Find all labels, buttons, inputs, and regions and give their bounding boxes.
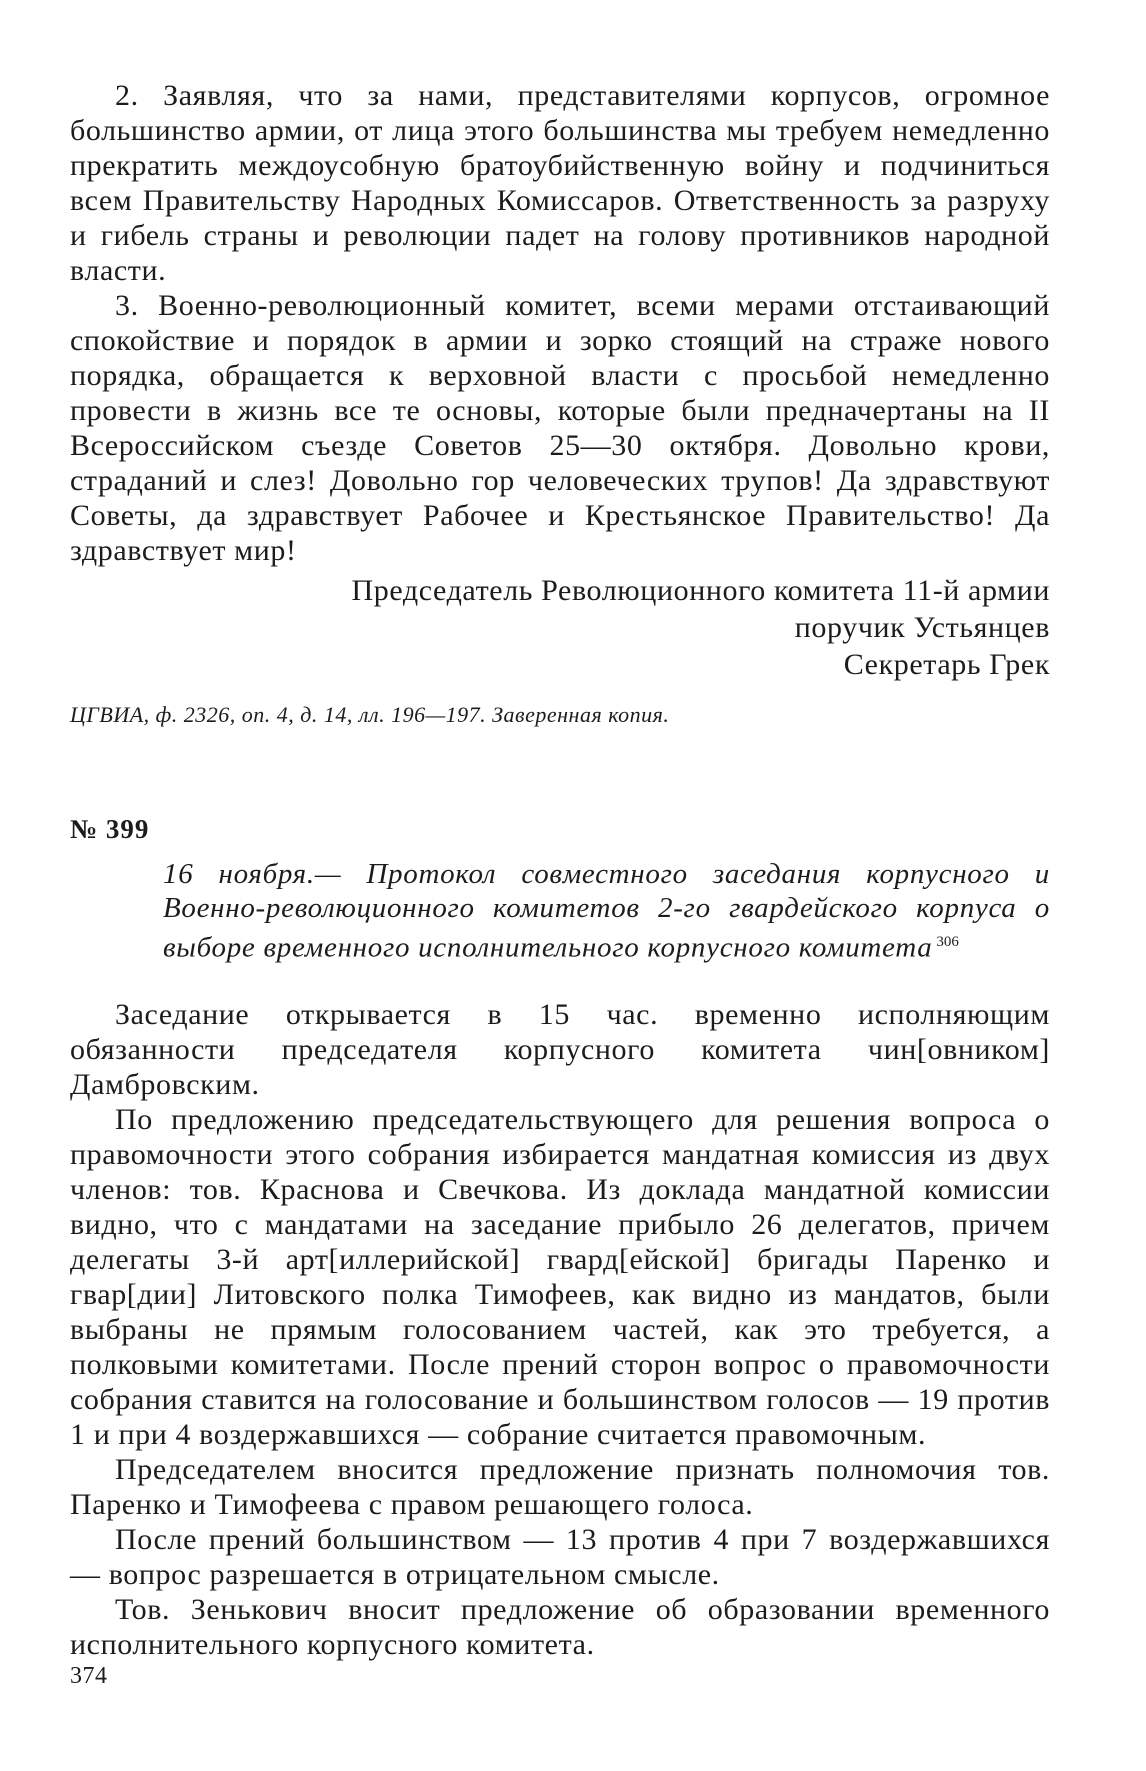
paragraph-point-2: 2. Заявляя, что за нами, представителями корпусов, огромное большинство армии, от лица этого большинства мы требуем немедленно прекратить междоусобную братоубийственную войну и подчиниться всем Правительству Народных Комиссаров. Ответственность за разруху и гибель страны и революции падет на голову противников народной власти.	[70, 79, 1050, 287]
document-number: № 399	[70, 814, 150, 844]
signature-chairman-title: Председатель Революционного комитета 11-й армии	[351, 574, 1050, 607]
paragraph-meeting-opening: Заседание открывается в 15 час. временно исполняющим обязанности председателя корпусного комитета чин[овником] Дамбровским.	[70, 997, 1050, 1101]
archive-source-citation: ЦГВИА, ф. 2326, оп. 4, д. 14, лл. 196—197. Заверенная копия.	[70, 702, 670, 727]
document-title-text: 16 ноября.— Протокол совместного заседания корпусного и Военно-революционного комитетов 2-го гвардейского корпуса о выборе временного исполнительного корпусного комитета	[163, 858, 1050, 964]
paragraph-zenkovich-proposal: Тов. Зенькович вносит предложение об образовании временного исполнительного корпусного комитета.	[70, 1592, 1050, 1661]
footnote-reference: 306	[936, 934, 959, 950]
paragraph-vote-result: После прений большинством — 13 против 4 при 7 воздержавшихся — вопрос разрешается в отрицательном смысле.	[70, 1522, 1050, 1591]
page-content	[70, 78, 1050, 1662]
paragraph-proposal-powers: Председателем вносится предложение признать полномочия тов. Паренко и Тимофеева с правом решающего голоса.	[70, 1452, 1050, 1521]
signature-chairman-name: поручик Устьянцев	[794, 611, 1050, 644]
paragraph-mandate-commission: По предложению председательствующего для решения вопроса о правомочности этого собрания избирается мандатная комиссия из двух членов: тов. Краснова и Свечкова. Из доклада мандатной комиссии видно, что с мандатами на заседание прибыло 26 делегатов, причем делегаты 3-й арт[иллерийской] гвард[ейской] бригады Паренко и гвар[дии] Литовского полка Тимофеев, как видно из мандатов, были выбраны не прямым голосованием частей, как это требуется, а полковыми комитетами. После прений сторон вопрос о правомочности собрания ставится на голосование и большинством голосов — 19 против 1 и при 4 воздержавшихся — собрание считается правомочным.	[70, 1102, 1050, 1451]
signature-secretary: Секретарь Грек	[843, 648, 1050, 681]
document-title	[163, 857, 1050, 965]
paragraph-point-3: 3. Военно-революционный комитет, всеми мерами отстаивающий спокойствие и порядок в армии и зорко стоящий на страже нового порядка, обращается к верховной власти с просьбой немедленно провести в жизнь все те основы, которые были предначертаны на II Всероссийском съезде Советов 25—30 октября. Довольно крови, страданий и слез! Довольно гор человеческих трупов! Да здравствуют Советы, да здравствует Рабочее и Крестьянское Правительство! Да здравствует мир!	[70, 289, 1050, 567]
page-number: 374	[70, 1663, 108, 1689]
